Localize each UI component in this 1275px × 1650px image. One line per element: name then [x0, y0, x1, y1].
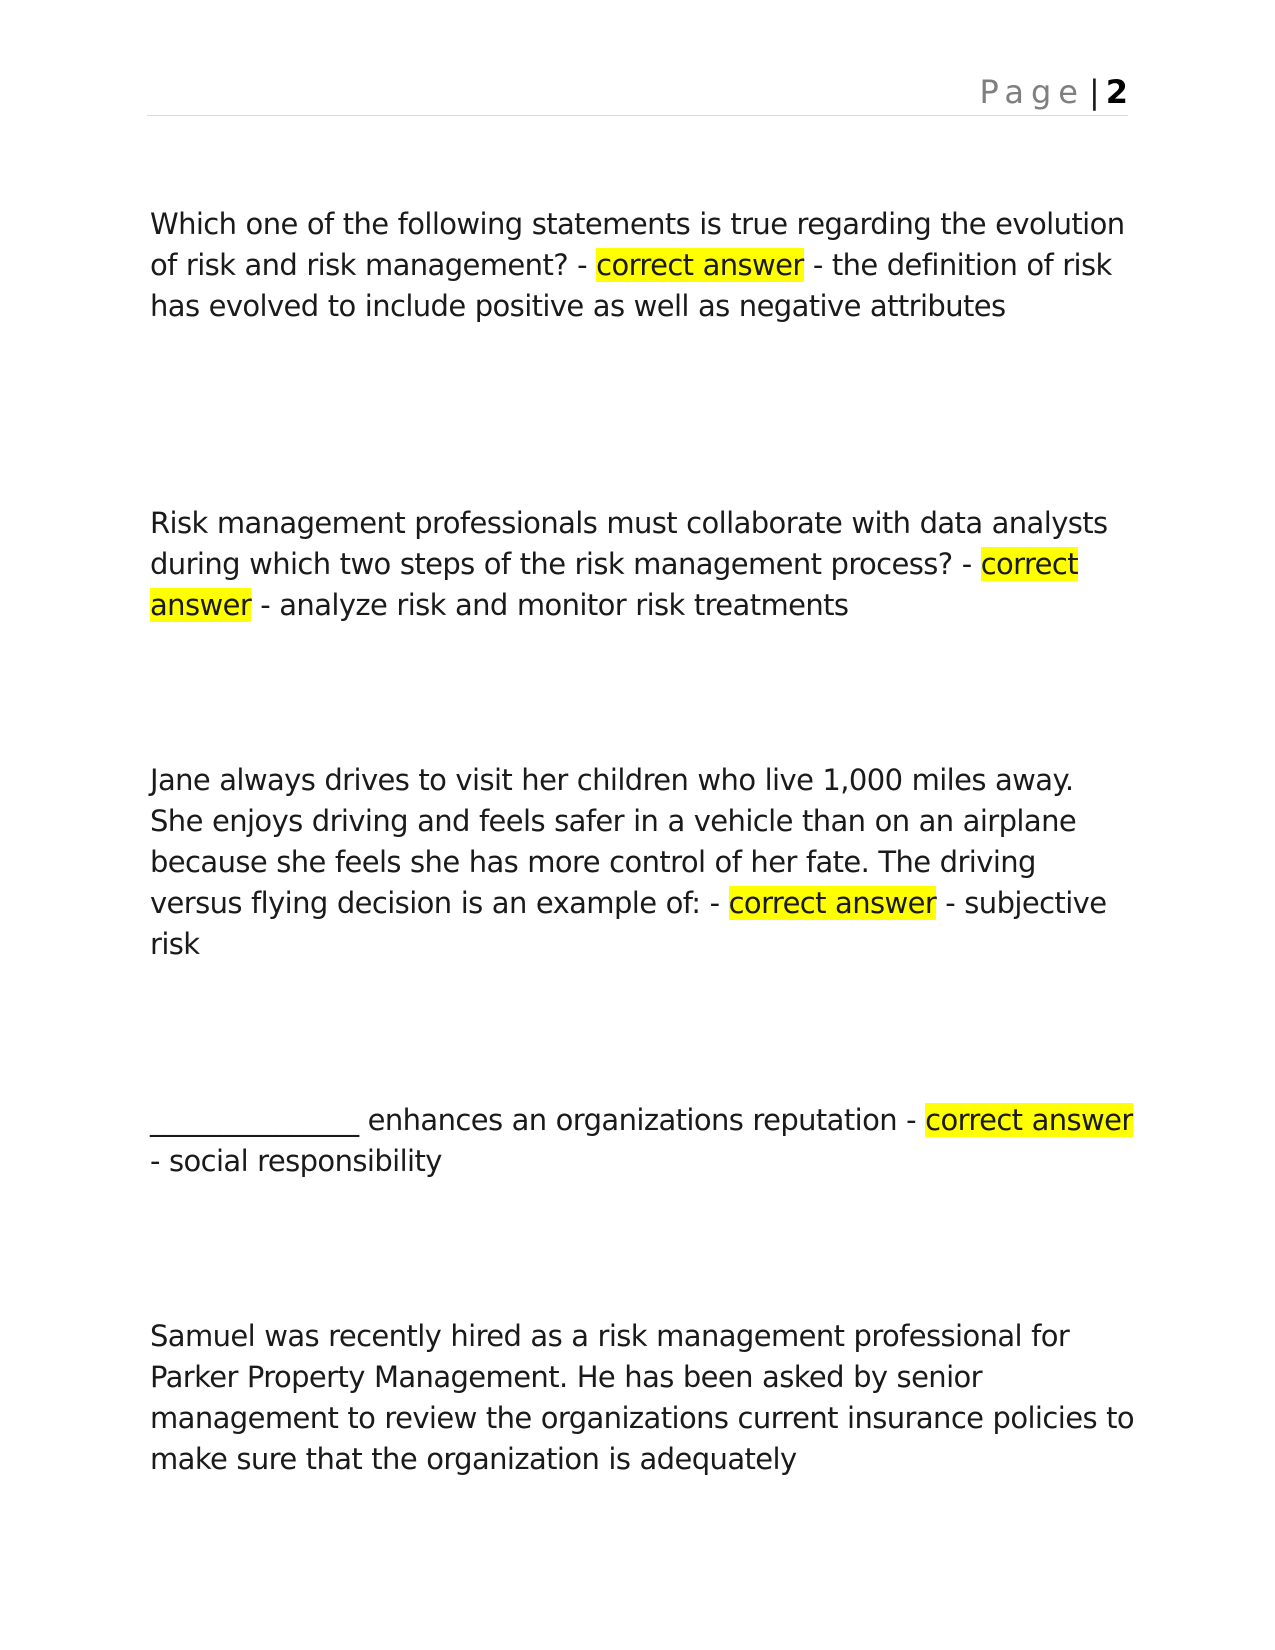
answer-highlight: correct answer — [925, 1103, 1133, 1137]
page-separator: | — [1088, 73, 1100, 111]
answer-text: - social responsibility — [150, 1144, 442, 1178]
question-text: Jane always drives to visit her children who live 1,000 miles away. She enjoys driving and feels safer in a vehicle than on an airplane because she feels she has more control of her fate. The driving versus flying decision is an example of: - — [150, 763, 1077, 920]
page-number: 2 — [1105, 73, 1128, 111]
qa-item-4 — [150, 1100, 1135, 1182]
page-label: Page — [979, 73, 1085, 111]
answer-text: - the definition of risk has evolved to include positive as well as negative attributes — [150, 248, 1112, 323]
qa-item-3 — [150, 760, 1135, 965]
answer-text: - subjective risk — [150, 886, 1107, 961]
qa-item-5 — [150, 1316, 1135, 1480]
answer-highlight: correct answer — [596, 248, 804, 282]
qa-item-1 — [150, 204, 1135, 327]
answer-highlight: correct answer — [728, 886, 937, 920]
question-text: Risk management professionals must collaborate with data analysts during which two steps of the risk management process? - — [150, 506, 1108, 581]
question-text: Which one of the following statements is true regarding the evolution of risk and risk management? - — [150, 207, 1125, 282]
qa-item-2 — [150, 503, 1135, 626]
answer-text: - analyze risk and monitor risk treatments — [251, 588, 849, 622]
answer-highlight: correct answer — [150, 547, 1079, 622]
question-text: _______________ enhances an organizations reputation - — [150, 1103, 926, 1137]
question-text: Samuel was recently hired as a risk management professional for Parker Property Management. He has been asked by senior management to review the organizations current insurance policies to make sure that the organization is adequately — [150, 1319, 1134, 1476]
page-header — [147, 68, 1128, 116]
